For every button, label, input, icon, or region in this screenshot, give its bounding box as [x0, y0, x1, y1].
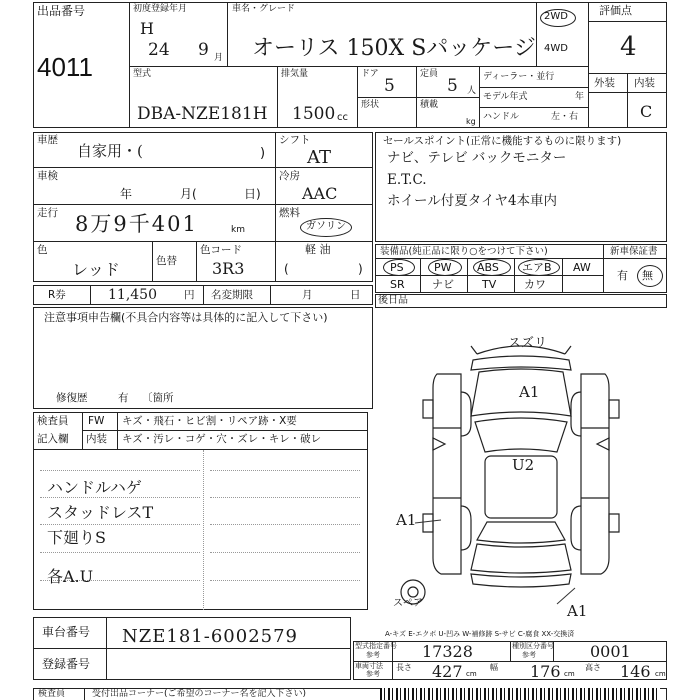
- equip-ps: PS: [390, 261, 404, 274]
- color-code-label: 色コード: [200, 244, 242, 256]
- damage-legend: A-キズ E-エクボ U-凹み W-補修跡 S-サビ C-腐食 XX-交換済: [385, 630, 575, 638]
- capacity-value: 5: [447, 76, 458, 96]
- inspection-label: 車検: [37, 170, 58, 182]
- model-year-label: モデル年式: [483, 92, 528, 102]
- color-change-label: 色替: [156, 255, 177, 267]
- car-name: オーリス 150X Sパッケージ: [252, 36, 536, 61]
- aftermarket-label: 後日品: [378, 295, 408, 306]
- first-reg-label: 初度登録年月: [133, 4, 188, 14]
- note-each-au: 各A.U: [47, 567, 94, 586]
- diagram-a1-front: A1: [519, 383, 540, 401]
- note-handle-wear: ハンドルハゲ: [47, 478, 142, 497]
- history-value: 自家用・(: [77, 142, 143, 160]
- diagram-a1-left: A1: [396, 511, 417, 529]
- chassis-value: NZE181-6002579: [122, 626, 298, 647]
- fuel-gasoline: ガソリン: [306, 221, 346, 232]
- type-cert-label: 型式指定番号: [355, 642, 397, 650]
- year-value: 24: [148, 40, 170, 60]
- sales-point-line-1: ナビ、テレビ バックモニター: [387, 150, 567, 166]
- deadline-day: 日: [350, 289, 361, 301]
- inspection-month: 月(: [180, 187, 197, 201]
- diagram-a1-rear: A1: [567, 602, 588, 620]
- warranty-no: 無: [642, 269, 653, 282]
- fw-items: キズ・飛石・ヒビ割・リペア跡・X要: [122, 415, 297, 427]
- color-code-value: 3R3: [212, 259, 245, 278]
- name-grade-label: 車名・グレード: [232, 4, 296, 14]
- deadline-label: 名変期限: [211, 289, 253, 301]
- height-label: 高さ: [585, 663, 601, 672]
- notes-title: 注意事項申告欄(不具合内容等は具体的に記入して下さい): [44, 311, 328, 324]
- windshield: [475, 418, 567, 452]
- equip-navi: ナビ: [432, 278, 454, 291]
- width-unit: cm: [564, 670, 575, 678]
- displacement-label: 排気量: [281, 69, 309, 79]
- class-value: 0001: [590, 642, 631, 661]
- fuel-diesel: 軽 油: [305, 243, 331, 256]
- drive-2wd: 2WD: [544, 11, 568, 22]
- footer-note: 受付出品コーナー(ご希望のコーナー名を記入下さい): [92, 689, 307, 699]
- shape-label: 形状: [361, 100, 380, 110]
- fuel-paren-open: (: [284, 262, 289, 276]
- displacement-unit: cc: [337, 112, 348, 123]
- month-unit: 月: [214, 53, 224, 63]
- handle-label: ハンドル: [483, 112, 520, 122]
- inspector-label: 検査員: [37, 415, 69, 427]
- repair-label: 修復歴: [56, 392, 88, 404]
- repair-value: 有: [118, 392, 129, 404]
- interior-grade: C: [640, 102, 653, 121]
- length-value: 427: [432, 662, 463, 681]
- sales-point-line-3: ホイール付夏タイヤ4本車内: [387, 193, 558, 209]
- history-close: ): [260, 146, 266, 161]
- deadline-month: 月: [302, 289, 313, 301]
- capacity-label: 定員: [420, 69, 439, 79]
- equip-pw: PW: [434, 261, 452, 274]
- fuel-paren-close: ): [358, 262, 363, 276]
- trunk: [471, 544, 571, 573]
- doors-label: ドア: [361, 69, 379, 79]
- interior-label: 内装: [634, 77, 655, 89]
- diagram-mark-top: スズリ: [508, 336, 548, 351]
- equip-abs: ABS: [477, 261, 499, 274]
- lot-number: 4011: [37, 52, 93, 82]
- equip-aw: AW: [573, 261, 591, 274]
- rear-glass: [477, 522, 565, 543]
- displacement-value: 1500: [292, 104, 336, 124]
- chassis-label: 車台番号: [42, 625, 91, 639]
- note-studless-tires: スタッドレスT: [47, 503, 154, 522]
- handle-options: 左・右: [551, 112, 579, 122]
- r-label: R券: [48, 289, 66, 301]
- class-label: 種別区分番号: [512, 642, 554, 650]
- load-unit: kg: [466, 117, 476, 126]
- aftermarket-row: [375, 294, 667, 308]
- warranty-label: 新車保証書: [610, 246, 658, 257]
- ac-label: 冷房: [279, 170, 300, 182]
- score-label: 評価点: [599, 4, 632, 17]
- inspection-day: 日): [244, 187, 261, 201]
- width-label: 幅: [490, 663, 498, 672]
- interior-items: キズ・汚レ・コゲ・穴・ズレ・キレ・破レ: [122, 433, 322, 445]
- width-value: 176: [530, 662, 561, 681]
- size-label: 車両寸法: [355, 662, 383, 670]
- equip-leather: カワ: [524, 278, 546, 291]
- model-year-unit: 年: [575, 92, 585, 102]
- shift-label: シフト: [279, 134, 311, 146]
- capacity-unit: 人: [467, 86, 477, 96]
- model-label: 型式: [133, 69, 152, 79]
- score-value: 4: [620, 32, 637, 62]
- right-body: [581, 374, 609, 574]
- rear-bumper: [471, 574, 571, 587]
- doors-value: 5: [384, 76, 395, 96]
- equip-airbag: エアB: [522, 261, 552, 274]
- exterior-label: 外装: [594, 77, 615, 89]
- lot-label: 出品番号: [37, 4, 86, 18]
- color-value: レッド: [72, 260, 120, 279]
- note-underbody: 下廻りS: [47, 528, 106, 547]
- fw-label: FW: [88, 415, 105, 427]
- barcode: [380, 688, 660, 700]
- mileage-unit: km: [231, 225, 245, 235]
- diagram-u2-roof: U2: [512, 456, 535, 474]
- footer-inspector-label: 検査員: [38, 689, 66, 699]
- r-value: 11,450: [108, 287, 157, 303]
- shift-value: AT: [307, 147, 332, 168]
- ac-value: AAC: [302, 184, 338, 203]
- type-cert-sub: 参考: [366, 651, 380, 659]
- equip-sr: SR: [390, 278, 405, 291]
- equipment-title: 装備品(純正品に限り○をつけて下さい): [380, 246, 548, 257]
- equip-tv: TV: [482, 278, 497, 291]
- inspection-year: 年: [120, 187, 133, 201]
- front-bumper: [471, 356, 571, 370]
- mileage-value: 8万9千401: [75, 212, 198, 236]
- interior-row-label: 内装: [86, 433, 107, 445]
- model-value: DBA-NZE181H: [137, 104, 268, 124]
- drive-4wd: 4WD: [544, 43, 568, 54]
- fuel-label: 燃料: [279, 207, 300, 219]
- load-label: 積載: [420, 100, 439, 110]
- repair-place: 〔箇所: [142, 392, 174, 404]
- class-sub: 参考: [522, 651, 536, 659]
- entry-label: 記入欄: [37, 433, 69, 445]
- sales-points-title: セールスポイント(正常に機能するものに限ります): [383, 135, 622, 147]
- history-label: 車歴: [37, 134, 58, 146]
- era-value: H: [140, 19, 154, 38]
- r-unit: 円: [184, 289, 195, 301]
- height-unit: cm: [655, 670, 666, 678]
- length-label: 長さ: [396, 663, 412, 672]
- sales-point-line-2: E.T.C.: [387, 172, 427, 188]
- left-body: [433, 374, 461, 574]
- mileage-label: 走行: [37, 207, 58, 219]
- month-value: 9: [198, 40, 209, 60]
- spare-label: スペア: [393, 598, 423, 609]
- warranty-yes: 有: [617, 269, 628, 282]
- registration-label: 登録番号: [42, 657, 91, 671]
- type-cert-value: 17328: [422, 642, 473, 661]
- color-label: 色: [37, 244, 48, 256]
- height-value: 146: [620, 662, 651, 681]
- size-sub: 参考: [366, 670, 380, 678]
- dealer-label: ディーラー・並行: [483, 72, 555, 82]
- length-unit: cm: [466, 670, 477, 678]
